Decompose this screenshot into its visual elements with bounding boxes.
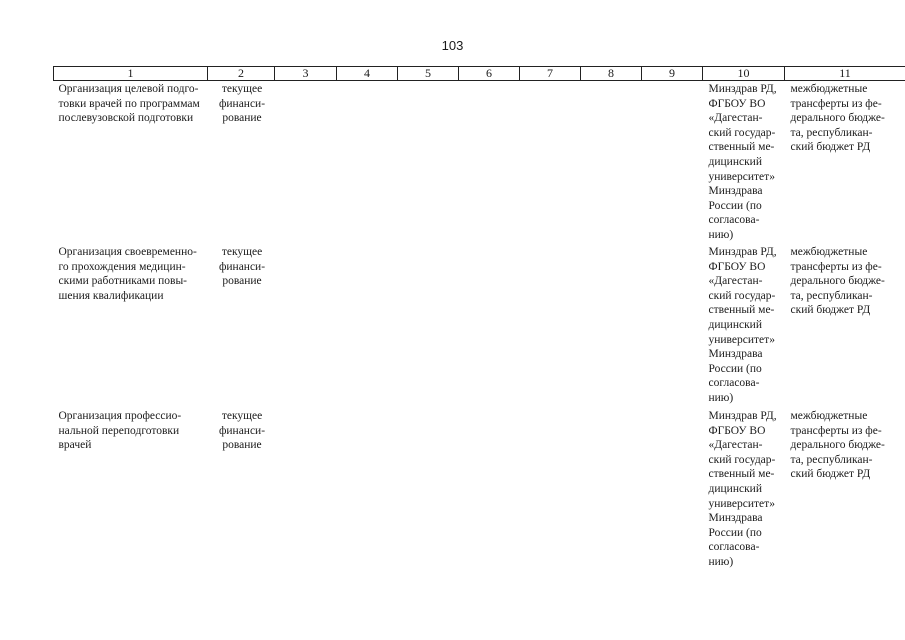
- column-number-header-row: [54, 67, 905, 81]
- empty-cell: [520, 244, 581, 408]
- empty-cell: [337, 81, 398, 245]
- executor-cell: [703, 408, 785, 579]
- table-row: [54, 81, 905, 245]
- measure-name: Организация целевой подго- товки врачей по программам послевузовской подготовки: [58, 83, 200, 125]
- column-header-3: 3: [275, 67, 337, 81]
- financing-cell: [208, 81, 275, 245]
- financing-type: текущее финанси- рование: [218, 246, 266, 288]
- financing-type: текущее финанси- рование: [218, 410, 266, 452]
- executor-cell: [703, 244, 785, 408]
- column-header-6: 6: [459, 67, 520, 81]
- column-header-9: 9: [642, 67, 703, 81]
- empty-cell: [642, 408, 703, 579]
- funding-source-cell: [785, 244, 905, 408]
- column-header-2: 2: [208, 67, 275, 81]
- empty-cell: [275, 408, 337, 579]
- column-header-4: 4: [337, 67, 398, 81]
- empty-cell: [337, 408, 398, 579]
- measure-name: Организация своевременно- го прохождения медицин- скими работниками повы- шения квалификации: [58, 246, 197, 302]
- column-header-8: 8: [581, 67, 642, 81]
- financing-type: текущее финанси- рование: [218, 83, 266, 125]
- empty-cell: [581, 244, 642, 408]
- empty-cell: [275, 244, 337, 408]
- empty-cell: [520, 408, 581, 579]
- empty-cell: [459, 408, 520, 579]
- empty-cell: [459, 244, 520, 408]
- empty-cell: [581, 81, 642, 245]
- executor-cell: [703, 81, 785, 245]
- column-header-1: 1: [54, 67, 208, 81]
- measures-table-wrapper: [53, 66, 905, 579]
- empty-cell: [275, 81, 337, 245]
- empty-cell: [398, 408, 459, 579]
- funding-source-cell: [785, 81, 905, 245]
- column-header-5: 5: [398, 67, 459, 81]
- funding-source: межбюджетные трансферты из фе- дерального бюдже- та, республикан- ский бюджет РД: [790, 410, 885, 481]
- empty-cell: [581, 408, 642, 579]
- empty-cell: [642, 81, 703, 245]
- funding-source-cell: [785, 408, 905, 579]
- measure-name-cell: [54, 408, 208, 579]
- executor: Минздрав РД, ФГБОУ ВО «Дагестан- ский государ- ственный ме- дицинский университет» Минздрава России (по согласова- нию): [708, 246, 777, 404]
- measure-name-cell: [54, 244, 208, 408]
- empty-cell: [337, 244, 398, 408]
- executor: Минздрав РД, ФГБОУ ВО «Дагестан- ский государ- ственный ме- дицинский университет» Минздрава России (по согласова- нию): [708, 83, 777, 241]
- funding-source: межбюджетные трансферты из фе- дерального бюдже- та, республикан- ский бюджет РД: [790, 246, 885, 317]
- financing-cell: [208, 408, 275, 579]
- measure-name: Организация профессио- нальной переподготовки врачей: [58, 410, 182, 452]
- empty-cell: [520, 81, 581, 245]
- measure-name-cell: [54, 81, 208, 245]
- executor: Минздрав РД, ФГБОУ ВО «Дагестан- ский государ- ственный ме- дицинский университет» Минздрава России (по согласова- нию): [708, 410, 777, 568]
- empty-cell: [459, 81, 520, 245]
- table-row: [54, 408, 905, 579]
- measures-table: [53, 66, 905, 579]
- financing-cell: [208, 244, 275, 408]
- column-header-10: 10: [703, 67, 785, 81]
- empty-cell: [398, 244, 459, 408]
- empty-cell: [642, 244, 703, 408]
- page-number: 103: [441, 38, 464, 53]
- column-header-7: 7: [520, 67, 581, 81]
- empty-cell: [398, 81, 459, 245]
- funding-source: межбюджетные трансферты из фе- дерального бюдже- та, республикан- ский бюджет РД: [790, 83, 885, 154]
- table-row: [54, 244, 905, 408]
- column-header-11: 11: [785, 67, 905, 81]
